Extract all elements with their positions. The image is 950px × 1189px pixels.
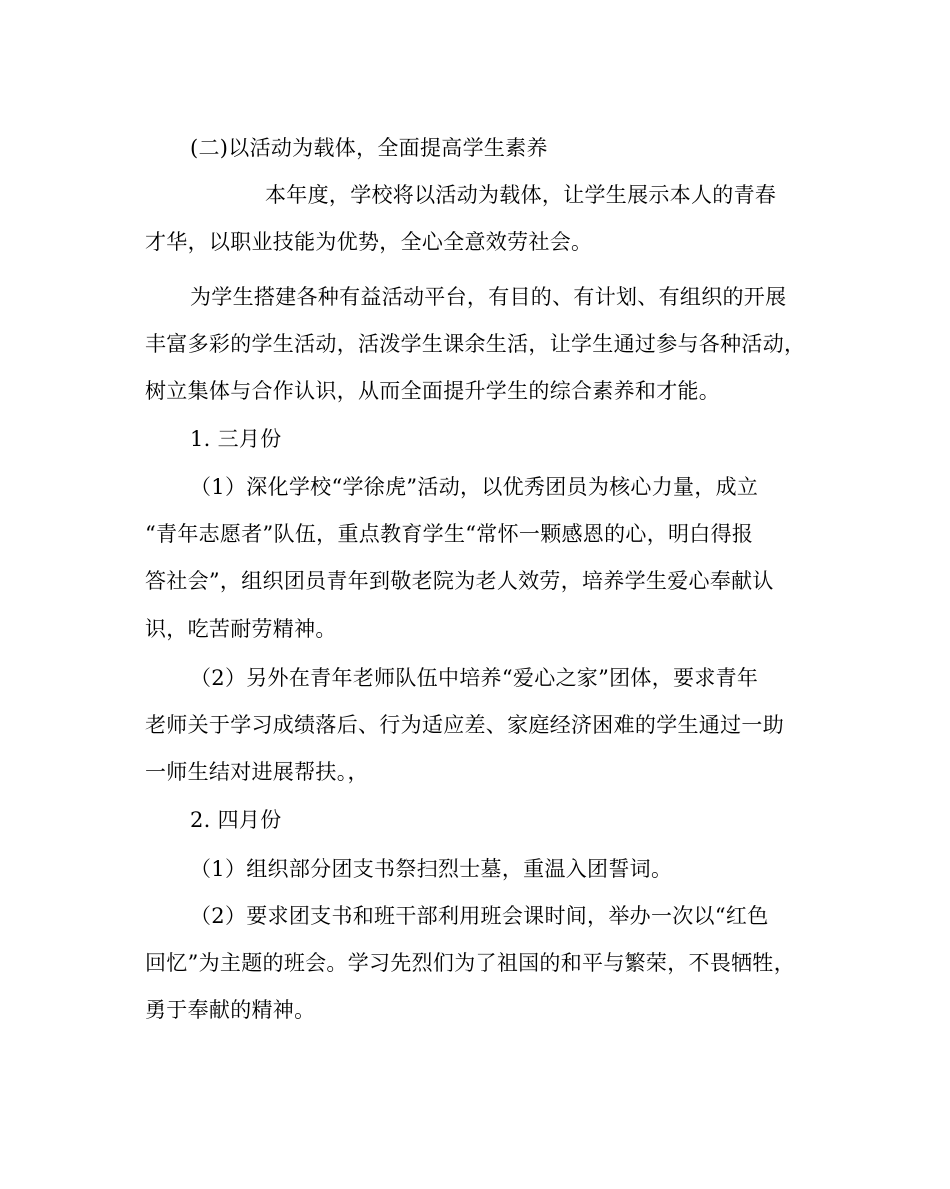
paragraph-line: （2）要求团支书和班干部利用班会课时间，举办一次以“红色 bbox=[190, 904, 769, 928]
paragraph-line: 树立集体与合作认识，从而全面提升学生的综合素养和才能。 bbox=[145, 379, 721, 403]
paragraph-line: 老师关于学习成绩落后、行为适应差、家庭经济困难的学生通过一助 bbox=[145, 713, 784, 737]
paragraph-line: （2）另外在青年老师队伍中培养“爱心之家”团体，要求青年 bbox=[190, 666, 759, 690]
section-heading: (二)以活动为载体，全面提高学生素养 bbox=[190, 136, 548, 160]
paragraph-line: 为学生搭建各种有益活动平台，有目的、有计划、有组织的开展 bbox=[190, 285, 787, 309]
paragraph-line: 识，吃苦耐劳精神。 bbox=[145, 617, 337, 641]
paragraph-line: （1）组织部分团支书祭扫烈士墓，重温入团誓词。 bbox=[190, 857, 673, 881]
paragraph-line: “青年志愿者”队伍，重点教育学生“常怀一颗感恩的心，明白得报 bbox=[145, 522, 754, 546]
paragraph-line: 才华，以职业技能为优势，全心全意效劳社会。 bbox=[145, 230, 593, 254]
paragraph-line: 一师生结对进展帮扶。， bbox=[145, 760, 369, 784]
paragraph-line: （1）深化学校“学徐虎”活动，以优秀团员为核心力量，成立 bbox=[190, 475, 759, 499]
paragraph-line: 勇于奉献的精神。 bbox=[145, 998, 316, 1022]
paragraph-line: 回忆”为主题的班会。学习先烈们为了祖国的和平与繁荣，不畏牺牲， bbox=[145, 951, 796, 975]
list-heading: 1. 三月份 bbox=[190, 427, 282, 451]
paragraph-line: 本年度，学校将以活动为载体，让学生展示本人的青春 bbox=[265, 183, 777, 207]
paragraph-line: 丰富多彩的学生活动，活泼学生课余生活，让学生通过参与各种活动， bbox=[145, 332, 806, 356]
list-heading: 2. 四月份 bbox=[190, 808, 282, 832]
paragraph-line: 答社会”，组织团员青年到敬老院为老人效劳，培养学生爱心奉献认 bbox=[145, 569, 774, 593]
